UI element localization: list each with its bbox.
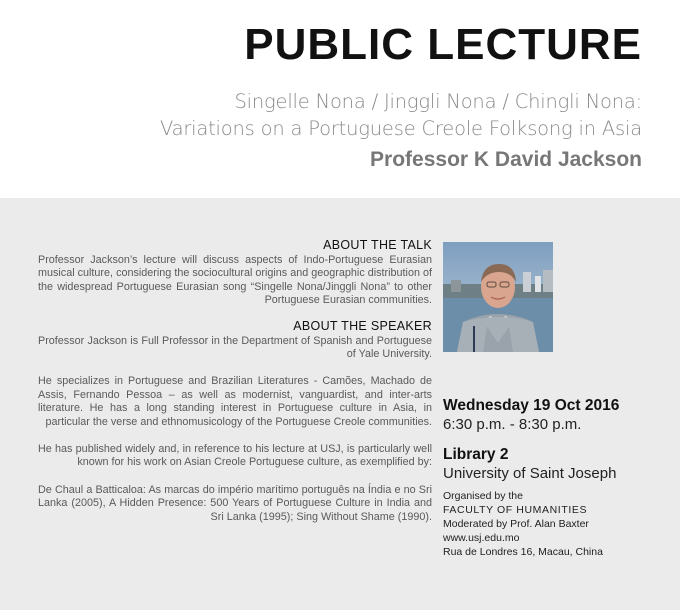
speaker-para-2: He specializes in Portuguese and Brazilian Literatures - Camões, Machado de Assis, Fernando Pessoa – as well as modernist, vanguardist, and inter-arts literature. He has a long standing interest in Portuguese culture in Asia, in particular the verse and ethnomusicology of the Portuguese Creole communities.	[38, 375, 432, 428]
event-date: Wednesday 19 Oct 2016	[443, 397, 620, 414]
description-column	[38, 238, 432, 524]
about-talk-heading: ABOUT THE TALK	[323, 238, 432, 252]
address: Rua de Londres 16, Macau, China	[443, 546, 603, 558]
event-time: 6:30 p.m. - 8:30 p.m.	[443, 416, 582, 433]
about-speaker-heading: ABOUT THE SPEAKER	[293, 318, 432, 333]
speaker-name: Professor K David Jackson	[370, 148, 642, 171]
speaker-para-3: He has published widely and, in reference to his lecture at USJ, is particularly well known for his work on Asian Creole Portuguese culture, as exemplified by:	[38, 443, 432, 469]
speaker-para-1: Professor Jackson is Full Professor in the Department of Spanish and Portuguese of Yale University.	[38, 334, 432, 361]
header	[0, 0, 680, 198]
speaker-photo-image	[443, 242, 553, 352]
event-venue-institution: University of Saint Joseph	[443, 465, 617, 482]
speaker-para-4: De Chaul a Batticaloa: As marcas do império marítimo português na Índia e no Sri Lanka (2005), A Hidden Presence: 500 Years of Portuguese Culture in India and Sri Lanka (1995); Sing Without Shame (1990).	[38, 483, 432, 523]
faculty-name: FACULTY OF HUMANITIES	[443, 504, 588, 516]
event-info	[443, 396, 663, 559]
subtitle-line-1: Singelle Nona / Jinggli Nona / Chingli Nona:	[234, 90, 642, 113]
speaker-photo	[443, 242, 553, 352]
page-title: PUBLIC LECTURE	[244, 20, 642, 69]
subtitle-line-2: Variations on a Portuguese Creole Folksong in Asia	[159, 117, 642, 140]
moderator: Moderated by Prof. Alan Baxter	[443, 518, 589, 530]
website-link[interactable]: www.usj.edu.mo	[443, 532, 520, 544]
event-venue: Library 2	[443, 446, 509, 463]
organised-by: Organised by the	[443, 490, 523, 502]
about-talk-text: Professor Jackson’s lecture will discuss aspects of Indo-Portuguese Eurasian musical culture, considering the sociocultural origins and geographic distribution of the widespread Portuguese Eurasian song “Singelle Nona/Jinggli Nona” to other Portuguese Eurasian communities.	[38, 254, 432, 307]
lecture-subtitle	[160, 88, 642, 142]
